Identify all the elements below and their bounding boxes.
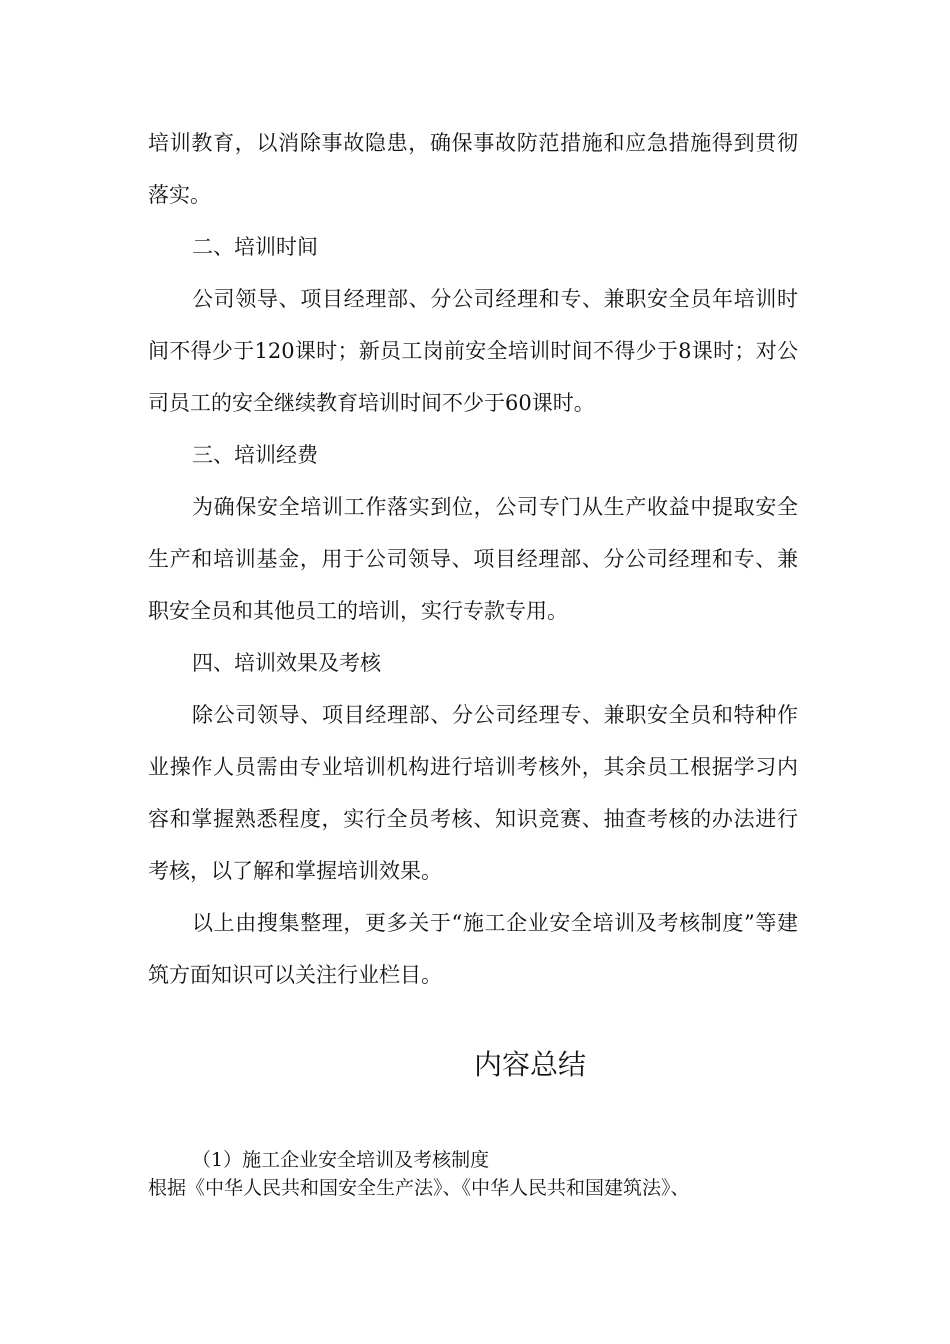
paragraph: 培训教育，以消除事故隐患，确保事故防范措施和应急措施得到贯彻落实。 [148,131,798,207]
paragraph: 除公司领导、项目经理部、分公司经理专、兼职安全员和特种作业操作人员需由专业培训机构进行培训考核外，其余员工根据学习内容和掌握熟悉程度，实行全员考核、知识竞赛、抽查考核的办法进行考核，以了解和掌握培训效果。 [148,703,798,883]
section-heading-training-assessment: 四、培训效果及考核 [192,651,381,675]
paragraph: 为确保安全培训工作落实到位，公司专门从生产收益中提取安全生产和培训基金，用于公司领导、项目经理部、分公司经理和专、兼职安全员和其他员工的培训，实行专款专用。 [148,495,798,623]
section-heading-training-funds: 三、培训经费 [192,443,318,467]
summary-item: （1）施工企业安全培训及考核制度 [192,1149,490,1171]
paragraph: 公司领导、项目经理部、分公司经理和专、兼职安全员年培训时间不得少于120课时；新员工岗前安全培训时间不得少于8课时；对公司员工的安全继续教育培训时间不少于60课时。 [148,287,798,415]
summary-text: 根据《中华人民共和国安全生产法》、《中华人民共和国建筑法》、 [148,1177,690,1199]
summary-body [148,1146,798,1202]
body-text [148,117,798,1001]
paragraph: 以上由搜集整理，更多关于“施工企业安全培训及考核制度”等建筑方面知识可以关注行业栏目。 [148,911,798,987]
summary-title: 内容总结 [473,1048,586,1081]
section-heading-training-time: 二、培训时间 [192,235,318,259]
